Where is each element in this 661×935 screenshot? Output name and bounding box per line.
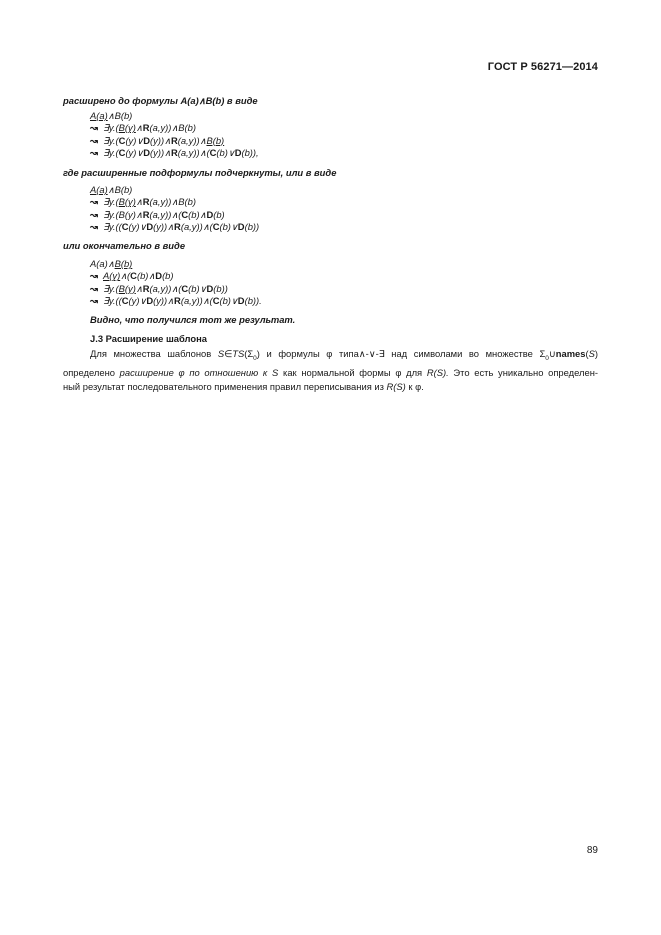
- formula-line: ↝ ∃y.(B(y)∧R(a,y))∧(C(b)∧D(b): [90, 208, 225, 220]
- formula-line: ↝ A(y)∧(C(b)∧D(b): [90, 270, 174, 282]
- formula-block-2: [90, 184, 600, 233]
- document-header: ГОСТ Р 56271—2014: [487, 61, 598, 73]
- body-line-3: ный результат последовательного применения правил переписывания из R(S) к φ.: [63, 380, 424, 392]
- mid-paragraph-1: где расширенные подформулы подчеркнуты, или в виде: [63, 167, 337, 178]
- rewrite-arrow-icon: ↝: [90, 196, 98, 208]
- formula-line: ↝ ∃y.((C(y)∨D(y))∧R(a,y))∧(C(b)∨D(b)).: [90, 294, 262, 306]
- formula-block-1: [90, 110, 600, 159]
- rewrite-arrow-icon: ↝: [90, 282, 98, 294]
- formula-line: ↝ ∃y.((C(y)∨D(y))∧R(a,y))∧(C(b)∨D(b)): [90, 220, 260, 232]
- rewrite-arrow-icon: ↝: [90, 270, 98, 282]
- page-number: 89: [586, 845, 598, 856]
- formula-line: A(a)∧B(b): [90, 110, 133, 121]
- section-title: J.3 Расширение шаблона: [90, 333, 207, 344]
- section-body: [63, 347, 598, 394]
- formula-line: A(a)∧B(b): [90, 258, 133, 269]
- formula-block-3: [90, 258, 600, 307]
- formula-line: ↝ ∃y.(B(y)∧R(a,y))∧(C(b)∨D(b)): [90, 282, 228, 294]
- formula-line: A(a)∧B(b): [90, 184, 133, 195]
- mid-paragraph-2: или окончательно в виде: [63, 240, 186, 251]
- intro-paragraph: расширено до формулы A(a)∧B(b) в виде: [63, 95, 258, 106]
- rewrite-arrow-icon: ↝: [90, 122, 98, 134]
- rewrite-arrow-icon: ↝: [90, 294, 98, 306]
- formula-line: ↝ ∃y.(B(y)∧R(a,y))∧B(b): [90, 196, 196, 208]
- formula-line: ↝ ∃y.(B(y)∧R(a,y))∧B(b): [90, 122, 196, 134]
- rewrite-arrow-icon: ↝: [90, 146, 98, 158]
- conclusion-text: Видно, что получился тот же результат.: [90, 314, 296, 325]
- rewrite-arrow-icon: ↝: [90, 208, 98, 220]
- formula-line: ↝ ∃y.(C(y)∨D(y))∧R(a,y))∧(C(b)∨D(b)),: [90, 146, 259, 158]
- rewrite-arrow-icon: ↝: [90, 220, 98, 232]
- body-line-1: Для множества шаблонов $S\in TS(\Sigma_0)$ и формулы φ типа∧-∨-∃ над символами во множестве $\Sigma_0\cup names(S)$: [90, 348, 599, 362]
- body-line-2: определено расширение φ по отношению к S как нормальной формы φ для R(S). Это есть уникально определен-: [63, 366, 598, 378]
- rewrite-arrow-icon: ↝: [90, 134, 98, 146]
- formula-line: ↝ ∃y.(C(y)∨D(y))∧R(a,y))∧B(b): [90, 134, 225, 146]
